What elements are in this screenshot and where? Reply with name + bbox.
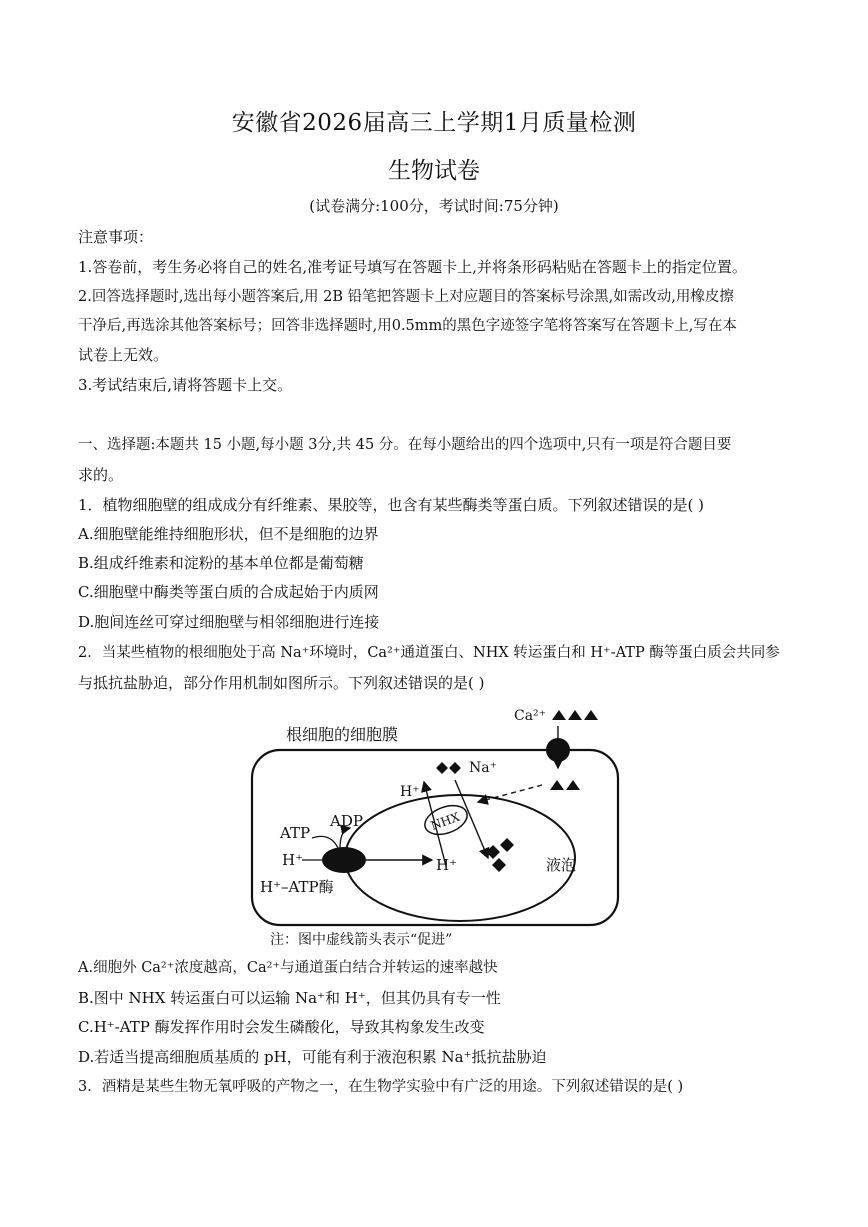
na-label: Na⁺ xyxy=(469,760,497,776)
h-left-label: H⁺ xyxy=(282,851,303,869)
subject-title: 生物试卷 xyxy=(388,158,480,184)
root-cell-diagram xyxy=(250,700,620,950)
q2-option-d: D.若适当提高细胞质基质的 pH，可能有利于液泡积累 Na⁺抵抗盐胁迫 xyxy=(78,1048,547,1066)
pump-label: H⁺–ATP酶 xyxy=(260,878,334,896)
atp-label: ATP xyxy=(280,824,311,842)
section-heading: 一、选择题:本题共 15 小题,每小题 3分,共 45 分。在每小题给出的四个选项中,只有一项是符合题目要 xyxy=(78,437,732,453)
exam-info: (试卷满分:100分，考试时间:75分钟) xyxy=(309,197,559,215)
section-heading-cont: 求的。 xyxy=(78,466,124,484)
ca-triangles-inside xyxy=(550,780,580,790)
q1-option-c: C.细胞壁中酶类等蛋白质的合成起始于内质网 xyxy=(78,583,379,601)
exam-title: 安徽省2026届高三上学期1月质量检测 xyxy=(231,110,637,136)
q3-stem: 3．酒精是某些生物无氧呼吸的产物之一，在生物学实验中有广泛的用途。下列叙述错误的是( ) xyxy=(78,1079,684,1095)
notice-line: 2.回答选择题时,选出每小题答案后,用 2B 铅笔把答题卡上对应题目的答案标号涂黑,如需改动,用橡皮擦 xyxy=(78,289,734,305)
figure-note: 注：图中虚线箭头表示“促进” xyxy=(270,932,453,948)
q1-option-d: D.胞间连丝可穿过细胞壁与相邻细胞进行连接 xyxy=(78,613,380,631)
q1-option-a: A.细胞壁能维持细胞形状，但不是细胞的边界 xyxy=(78,525,379,543)
adp-label: ADP xyxy=(330,812,363,830)
notice-line: 1.答卷前，考生务必将自己的姓名,准考证号填写在答题卡上,并将条形码粘贴在答题卡上的指定位置。 xyxy=(78,258,747,276)
ca-channel-protein xyxy=(546,738,570,762)
nhx-label: NHX xyxy=(428,809,462,833)
vacuole-label: 液泡 xyxy=(546,856,577,874)
q2-option-c: C.H⁺-ATP 酶发挥作用时会发生磷酸化，导致其构象发生改变 xyxy=(78,1018,485,1036)
na-diamonds-inside xyxy=(486,838,514,872)
membrane-label: 根细胞的细胞膜 xyxy=(286,725,399,744)
notice-line: 试卷上无效。 xyxy=(78,346,169,364)
ca-label: Ca²⁺ xyxy=(514,708,547,724)
ca-triangles-outside xyxy=(552,710,598,720)
h-top-label: H⁺ xyxy=(400,784,420,800)
q1-stem: 1．植物细胞壁的组成成分有纤维素、果胶等，也含有某些酶类等蛋白质。下列叙述错误的是( ) xyxy=(78,496,705,514)
q2-stem-cont: 与抵抗盐胁迫，部分作用机制如图所示。下列叙述错误的是( ) xyxy=(78,674,485,692)
q1-option-b: B.组成纤维素和淀粉的基本单位都是葡萄糖 xyxy=(78,554,364,572)
notice-line: 3.考试结束后,请将答题卡上交。 xyxy=(78,376,293,394)
promote-arrow xyxy=(478,785,542,802)
q2-stem: 2．当某些植物的根细胞处于高 Na⁺环境时，Ca²⁺通道蛋白、NHX 转运蛋白和 H⁺-ATP 酶等蛋白质会共同参 xyxy=(78,645,780,661)
h-inside-label: H⁺ xyxy=(436,856,457,874)
notice-heading: 注意事项： xyxy=(78,228,154,246)
notice-line: 干净后,再选涂其他答案标号；回答非选择题时,用0.5mm的黑色字迹签字笔将答案写在答题卡上,写在本 xyxy=(78,318,737,334)
q2-option-a: A.细胞外 Ca²⁺浓度越高，Ca²⁺与通道蛋白结合并转运的速率越快 xyxy=(78,960,498,976)
q2-option-b: B.图中 NHX 转运蛋白可以运输 Na⁺和 H⁺，但其仍具有专一性 xyxy=(78,989,501,1007)
h-atpase-pump xyxy=(322,847,366,873)
na-diamonds-outside xyxy=(436,762,461,774)
